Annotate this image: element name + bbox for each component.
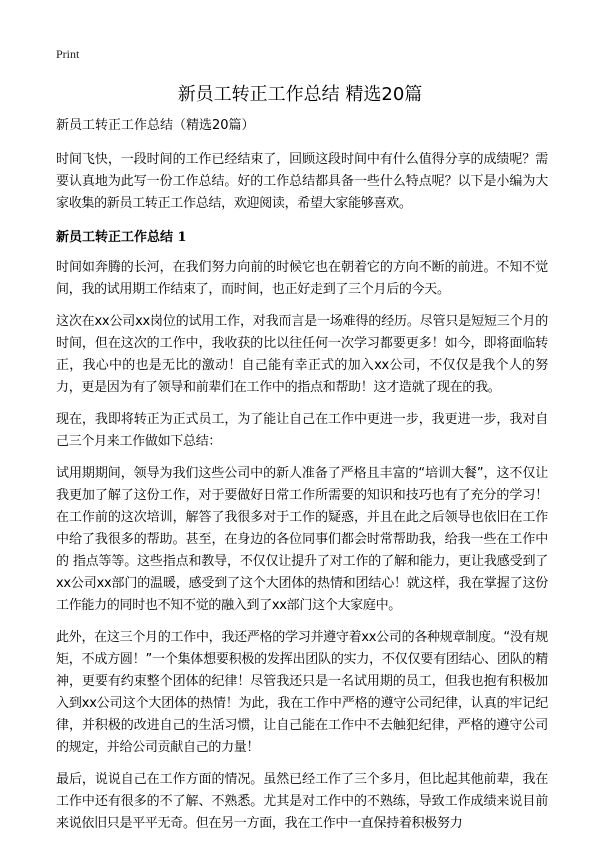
body-paragraph: 试用期期间，领导为我们这些公司中的新人准备了严格且丰富的“培训大餐”，这不仅让我更加了解了这份工作，对于要做好日常工作所需要的知识和技巧也有了充分的学习！在工作前的这次培训，解答了我很多对于工作的疑惑，并且在此之后领导也依旧在工作中给了我很多的帮助。甚至，在身边的各位同事们都会时常帮助我，给我一些在工作中的 指点等等。这些指点和教导，不仅仅让提升了对工作的了解和能力，更让我感受到了xx公司xx部门的温暖，感受到了这个大团体的热情和团结心！就这样，我在掌握了这份工作能力的同时也不知不觉的融入到了xx部门这个大家庭中。 <box>56 466 548 613</box>
document-subtitle: 新员工转正工作总结（精选20篇） <box>56 118 255 133</box>
intro-paragraph: 时间飞快，一段时间的工作已经结束了，回顾这段时间中有什么值得分享的成绩呢？需要认真地为此写一份工作总结。好的工作总结都具备一些什么特点呢？以下是小编为大家收集的新员工转正工作总结，欢迎阅读，希望大家能够喜欢。 <box>56 152 548 211</box>
body-paragraph: 最后，说说自己在工作方面的情况。虽然已经工作了三个多月，但比起其他前辈，我在工作中还有很多的不了解、不熟悉。尤其是对工作中的不熟练，导致工作成绩来说目前来说依旧只是平平无奇。但在另一方面，我在工作中一直保持着积极努力 <box>56 772 548 831</box>
body-paragraph: 这次在xx公司xx岗位的试用工作，对我而言是一场难得的经历。尽管只是短短三个月的时间，但在这次的工作中，我收获的比以往任何一次学习都要更多！如今，即将面临转正，我心中的也是无比的激动！自己能有幸正式的加入xx公司，不仅仅是我个人的努力，更是因为有了领导和前辈们在工作中的指点和帮助！这才造就了现在的我。 <box>56 314 548 395</box>
page-title: 新员工转正工作总结 精选20篇 <box>177 84 423 105</box>
body-paragraph: 此外，在这三个月的工作中，我还严格的学习并遵守着xx公司的各种规章制度。“没有规矩，不成方圆！”一个集体想要积极的发挥出团队的实力，不仅仅要有团结心、团队的精神，更要有约束整个团体的纪律！尽管我还只是一名试用期的员工，但我也抱有积极加入到xx公司这个大团体的热情！为此，我在工作中严格的遵守公司纪律，认真的牢记纪律，并积极的改进自己的生活习惯，让自己能在工作中不去触犯纪律，严格的遵守公司的规定，并给公司贡献自己的力量！ <box>56 630 548 755</box>
body-paragraph: 现在，我即将转正为正式员工，为了能让自己在工作中更进一步，我更进一步，我对自己三个月来工作做如下总结： <box>56 412 548 449</box>
print-link[interactable]: Print <box>56 47 80 61</box>
section-heading: 新员工转正工作总结 1 <box>56 230 187 245</box>
body-paragraph: 时间如奔腾的长河，在我们努力向前的时候它也在朝着它的方向不断的前进。不知不觉间，我的试用期工作结束了，而时间，也正好走到了三个月后的今天。 <box>56 260 548 297</box>
document-body <box>56 117 548 845</box>
